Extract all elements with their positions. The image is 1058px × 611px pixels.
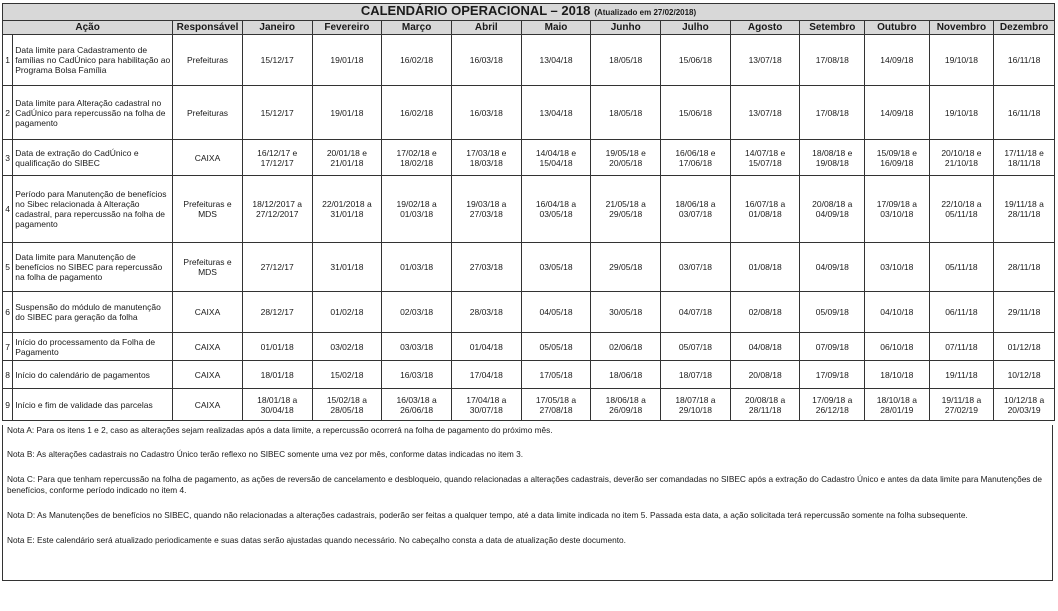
action-cell: Período para Manutenção de benefícios no Sibec relacionada à Alteração cadastral, para repercussão na folha de pagamento <box>13 176 173 243</box>
date-cell: 14/04/18 e 15/04/18 <box>521 140 591 176</box>
date-cell: 19/05/18 e 20/05/18 <box>591 140 661 176</box>
date-cell: 18/06/18 a 03/07/18 <box>661 176 731 243</box>
action-cell: Data limite para Cadastramento de famílias no CadÚnico para habilitação ao Programa Bolsa Família <box>13 35 173 86</box>
date-cell: 21/05/18 a 29/05/18 <box>591 176 661 243</box>
row-number: 1 <box>3 35 13 86</box>
date-cell: 19/03/18 a 27/03/18 <box>451 176 521 243</box>
date-cell: 22/10/18 a 05/11/18 <box>929 176 994 243</box>
header-month: Maio <box>521 21 591 35</box>
updated-date: (Atualizado em 27/02/2018) <box>594 8 697 17</box>
action-cell: Início e fim de validade das parcelas <box>13 389 173 421</box>
date-cell: 19/11/18 a 28/11/18 <box>994 176 1055 243</box>
date-cell: 19/02/18 a 01/03/18 <box>382 176 452 243</box>
note-a: Nota A: Para os itens 1 e 2, caso as alterações sejam realizadas após a data limite, a repercussão ocorrerá na folha de pagamento do próximo mês. <box>7 425 553 435</box>
date-cell: 07/09/18 <box>800 333 865 361</box>
date-cell: 15/02/18 <box>312 361 382 389</box>
header-responsavel: Responsável <box>173 21 243 35</box>
date-cell: 04/09/18 <box>800 243 865 292</box>
date-cell: 18/01/18 a 30/04/18 <box>242 389 312 421</box>
date-cell: 17/11/18 e 18/11/18 <box>994 140 1055 176</box>
date-cell: 02/03/18 <box>382 292 452 333</box>
date-cell: 15/12/17 <box>242 35 312 86</box>
date-cell: 13/04/18 <box>521 35 591 86</box>
note-d: Nota D: As Manutenções de benefícios no SIBEC, quando não relacionadas a alterações cadastrais, poderão ser feitas a qualquer tempo, até a data limite indicada no item 5. Passada esta data, a ação solicitada terá repercussão somente na folha subsequente. <box>7 510 968 520</box>
responsible-cell: CAIXA <box>173 333 243 361</box>
responsible-cell: CAIXA <box>173 361 243 389</box>
date-cell: 10/12/18 a 20/03/19 <box>994 389 1055 421</box>
date-cell: 03/03/18 <box>382 333 452 361</box>
date-cell: 15/06/18 <box>661 35 731 86</box>
date-cell: 17/02/18 e 18/02/18 <box>382 140 452 176</box>
date-cell: 19/11/18 a 27/02/19 <box>929 389 994 421</box>
row-number: 6 <box>3 292 13 333</box>
date-cell: 03/10/18 <box>865 243 930 292</box>
date-cell: 18/01/18 <box>242 361 312 389</box>
date-cell: 17/04/18 a 30/07/18 <box>451 389 521 421</box>
date-cell: 18/10/18 <box>865 361 930 389</box>
note-b: Nota B: As alterações cadastrais no Cadastro Único terão reflexo no SIBEC somente uma vez por mês, conforme datas indicadas no item 3. <box>7 449 524 459</box>
date-cell: 17/09/18 a 26/12/18 <box>800 389 865 421</box>
row-number: 8 <box>3 361 13 389</box>
responsible-cell: Prefeituras <box>173 35 243 86</box>
date-cell: 05/05/18 <box>521 333 591 361</box>
date-cell: 16/02/18 <box>382 35 452 86</box>
date-cell: 28/11/18 <box>994 243 1055 292</box>
date-cell: 15/09/18 e 16/09/18 <box>865 140 930 176</box>
date-cell: 19/01/18 <box>312 35 382 86</box>
responsible-cell: CAIXA <box>173 389 243 421</box>
date-cell: 16/03/18 <box>451 86 521 140</box>
header-month: Julho <box>661 21 731 35</box>
date-cell: 14/09/18 <box>865 35 930 86</box>
date-cell: 16/11/18 <box>994 35 1055 86</box>
date-cell: 01/03/18 <box>382 243 452 292</box>
date-cell: 19/10/18 <box>929 35 994 86</box>
header-month: Junho <box>591 21 661 35</box>
row-number: 7 <box>3 333 13 361</box>
date-cell: 16/07/18 a 01/08/18 <box>730 176 800 243</box>
date-cell: 01/01/18 <box>242 333 312 361</box>
date-cell: 03/07/18 <box>661 243 731 292</box>
date-cell: 15/02/18 a 28/05/18 <box>312 389 382 421</box>
date-cell: 20/01/18 e 21/01/18 <box>312 140 382 176</box>
responsible-cell: Prefeituras <box>173 86 243 140</box>
date-cell: 01/02/18 <box>312 292 382 333</box>
date-cell: 19/10/18 <box>929 86 994 140</box>
date-cell: 13/07/18 <box>730 86 800 140</box>
row-number: 9 <box>3 389 13 421</box>
note-e: Nota E: Este calendário será atualizado periodicamente e suas datas serão ajustadas quando necessário. No cabeçalho consta a data de atualização deste documento. <box>7 535 626 545</box>
date-cell: 27/12/17 <box>242 243 312 292</box>
date-cell: 29/11/18 <box>994 292 1055 333</box>
date-cell: 02/06/18 <box>591 333 661 361</box>
date-cell: 01/12/18 <box>994 333 1055 361</box>
date-cell: 02/08/18 <box>730 292 800 333</box>
row-number: 3 <box>3 140 13 176</box>
header-month: Janeiro <box>242 21 312 35</box>
date-cell: 27/03/18 <box>451 243 521 292</box>
date-cell: 04/08/18 <box>730 333 800 361</box>
date-cell: 16/03/18 <box>382 361 452 389</box>
action-cell: Data limite para Manutenção de benefícios no SIBEC para repercussão na folha de pagamento <box>13 243 173 292</box>
date-cell: 29/05/18 <box>591 243 661 292</box>
date-cell: 01/04/18 <box>451 333 521 361</box>
date-cell: 13/07/18 <box>730 35 800 86</box>
date-cell: 18/07/18 <box>661 361 731 389</box>
table-row <box>3 333 1055 361</box>
date-cell: 15/06/18 <box>661 86 731 140</box>
date-cell: 10/12/18 <box>994 361 1055 389</box>
row-number: 2 <box>3 86 13 140</box>
action-cell: Início do processamento da Folha de Pagamento <box>13 333 173 361</box>
table-row <box>3 361 1055 389</box>
date-cell: 14/07/18 e 15/07/18 <box>730 140 800 176</box>
date-cell: 04/07/18 <box>661 292 731 333</box>
header-month: Outubro <box>865 21 930 35</box>
date-cell: 03/05/18 <box>521 243 591 292</box>
date-cell: 31/01/18 <box>312 243 382 292</box>
table-row <box>3 389 1055 421</box>
date-cell: 17/05/18 <box>521 361 591 389</box>
action-cell: Data limite para Alteração cadastral no CadÚnico para repercussão na folha de pagamento <box>13 86 173 140</box>
responsible-cell: CAIXA <box>173 140 243 176</box>
date-cell: 17/08/18 <box>800 86 865 140</box>
date-cell: 17/09/18 a 03/10/18 <box>865 176 930 243</box>
header-acao: Ação <box>3 21 173 35</box>
date-cell: 18/05/18 <box>591 35 661 86</box>
action-cell: Início do calendário de pagamentos <box>13 361 173 389</box>
header-month: Setembro <box>800 21 865 35</box>
date-cell: 17/08/18 <box>800 35 865 86</box>
date-cell: 17/04/18 <box>451 361 521 389</box>
header-month: Novembro <box>929 21 994 35</box>
responsible-cell: Prefeituras e MDS <box>173 176 243 243</box>
date-cell: 18/10/18 a 28/01/19 <box>865 389 930 421</box>
table-row <box>3 140 1055 176</box>
date-cell: 16/06/18 e 17/06/18 <box>661 140 731 176</box>
date-cell: 16/02/18 <box>382 86 452 140</box>
date-cell: 05/11/18 <box>929 243 994 292</box>
date-cell: 15/12/17 <box>242 86 312 140</box>
operational-calendar <box>2 3 1055 581</box>
date-cell: 18/06/18 a 26/09/18 <box>591 389 661 421</box>
date-cell: 17/05/18 a 27/08/18 <box>521 389 591 421</box>
date-cell: 19/01/18 <box>312 86 382 140</box>
date-cell: 06/11/18 <box>929 292 994 333</box>
date-cell: 30/05/18 <box>591 292 661 333</box>
header-month: Março <box>382 21 452 35</box>
date-cell: 16/03/18 a 26/06/18 <box>382 389 452 421</box>
date-cell: 05/07/18 <box>661 333 731 361</box>
date-cell: 18/07/18 a 29/10/18 <box>661 389 731 421</box>
date-cell: 16/12/17 e 17/12/17 <box>242 140 312 176</box>
calendar-title-bar <box>3 4 1055 21</box>
date-cell: 28/12/17 <box>242 292 312 333</box>
date-cell: 04/05/18 <box>521 292 591 333</box>
date-cell: 17/09/18 <box>800 361 865 389</box>
date-cell: 18/08/18 e 19/08/18 <box>800 140 865 176</box>
header-month: Fevereiro <box>312 21 382 35</box>
date-cell: 16/04/18 a 03/05/18 <box>521 176 591 243</box>
header-month: Abril <box>451 21 521 35</box>
date-cell: 01/08/18 <box>730 243 800 292</box>
row-number: 4 <box>3 176 13 243</box>
date-cell: 06/10/18 <box>865 333 930 361</box>
date-cell: 20/08/18 <box>730 361 800 389</box>
header-row <box>3 21 1055 35</box>
table-row <box>3 292 1055 333</box>
date-cell: 16/11/18 <box>994 86 1055 140</box>
date-cell: 18/06/18 <box>591 361 661 389</box>
action-cell: Suspensão do módulo de manutenção do SIBEC para geração da folha <box>13 292 173 333</box>
date-cell: 19/11/18 <box>929 361 994 389</box>
date-cell: 22/01/2018 a 31/01/18 <box>312 176 382 243</box>
date-cell: 13/04/18 <box>521 86 591 140</box>
header-month: Dezembro <box>994 21 1055 35</box>
note-c: Nota C: Para que tenham repercussão na folha de pagamento, as ações de reversão de cancelamento e desbloqueio, quando relacionadas a alterações cadastrais, deverão ser comandadas no SIBEC após a extração do Cadastro Único e antes da data limite para Manutenções de benefícios, conforme período indicado no item 4. <box>7 474 1042 495</box>
calendar-title: CALENDÁRIO OPERACIONAL – 2018 <box>360 3 591 18</box>
responsible-cell: CAIXA <box>173 292 243 333</box>
row-number: 5 <box>3 243 13 292</box>
table-row <box>3 243 1055 292</box>
header-month: Agosto <box>730 21 800 35</box>
table-row <box>3 176 1055 243</box>
date-cell: 28/03/18 <box>451 292 521 333</box>
table-row <box>3 35 1055 86</box>
calendar-table <box>2 3 1055 421</box>
date-cell: 07/11/18 <box>929 333 994 361</box>
date-cell: 18/05/18 <box>591 86 661 140</box>
action-cell: Data de extração do CadÚnico e qualificação do SIBEC <box>13 140 173 176</box>
date-cell: 20/08/18 a 04/09/18 <box>800 176 865 243</box>
date-cell: 17/03/18 e 18/03/18 <box>451 140 521 176</box>
responsible-cell: Prefeituras e MDS <box>173 243 243 292</box>
date-cell: 05/09/18 <box>800 292 865 333</box>
table-row <box>3 86 1055 140</box>
date-cell: 04/10/18 <box>865 292 930 333</box>
date-cell: 20/10/18 e 21/10/18 <box>929 140 994 176</box>
date-cell: 18/12/2017 a 27/12/2017 <box>242 176 312 243</box>
date-cell: 14/09/18 <box>865 86 930 140</box>
date-cell: 03/02/18 <box>312 333 382 361</box>
date-cell: 20/08/18 a 28/11/18 <box>730 389 800 421</box>
date-cell: 16/03/18 <box>451 35 521 86</box>
notes-section <box>2 425 1053 581</box>
